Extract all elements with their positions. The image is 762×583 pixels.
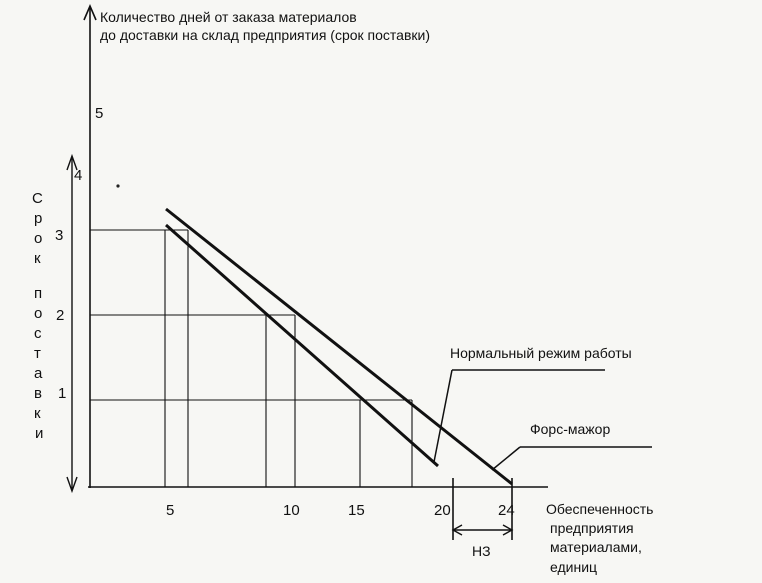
side-letter: и — [35, 425, 44, 442]
side-letter: р — [34, 210, 43, 227]
x-axis-title-line3: материалами, — [550, 539, 642, 555]
side-label — [32, 190, 43, 442]
side-letter: в — [34, 385, 42, 402]
y-tick-4: 4 — [74, 167, 83, 184]
side-letter: к — [34, 405, 41, 422]
side-letter: о — [34, 230, 43, 247]
x-tick-5: 5 — [166, 502, 175, 519]
guide-lines — [90, 230, 412, 487]
side-letter: т — [34, 345, 41, 362]
y-tick-2: 2 — [56, 307, 65, 324]
side-letter: С — [32, 190, 43, 207]
side-letter: а — [34, 365, 43, 382]
side-letter: п — [34, 285, 43, 302]
x-axis-title-line4: единиц — [550, 559, 598, 575]
x-axis-title-line1: Обеспеченность — [546, 501, 654, 517]
x-tick-24: 24 — [498, 502, 515, 519]
y-axis-title-line2: до доставки на склад предприятия (срок поставки) — [100, 27, 431, 43]
force-pointer — [492, 447, 520, 470]
normal-label: Нормальный режим работы — [450, 345, 632, 361]
nz-label: НЗ — [472, 543, 491, 559]
x-tick-20: 20 — [434, 502, 451, 519]
y-tick-1: 1 — [58, 385, 67, 402]
normal-pointer — [434, 370, 452, 462]
y-axis-title-line1: Количество дней от заказа материалов — [100, 9, 357, 25]
y-tick-3: 3 — [55, 227, 64, 244]
side-letter: с — [34, 325, 42, 342]
x-tick-10: 10 — [283, 502, 300, 519]
side-letter: о — [34, 305, 43, 322]
x-axis-title-line2: предприятия — [550, 520, 634, 536]
y-tick-5: 5 — [95, 105, 104, 122]
normal-series-line — [166, 225, 438, 466]
x-tick-15: 15 — [348, 502, 365, 519]
side-letter: к — [34, 250, 41, 267]
force-label: Форс-мажор — [530, 421, 611, 437]
scan-dot — [116, 184, 119, 187]
